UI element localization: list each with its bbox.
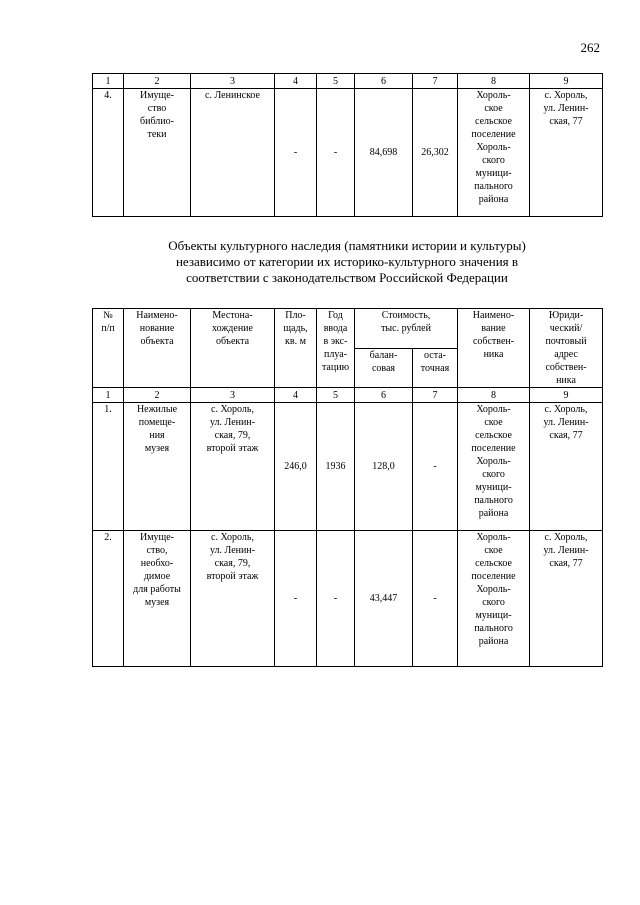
balance-cost: 128,0 (355, 403, 413, 531)
object-year: - (317, 531, 355, 667)
object-area: 246,0 (275, 403, 317, 531)
header-row (93, 309, 603, 349)
heading-line: соответствии с законодательством Российской Федерации (186, 270, 508, 285)
header-address: Юриди- ческий/ почтовый адрес собствен- ника (530, 309, 603, 388)
residual-cost: 26,302 (413, 89, 458, 217)
column-number: 3 (191, 74, 275, 89)
column-number: 2 (124, 388, 191, 403)
column-number: 3 (191, 388, 275, 403)
header-residual: оста- точная (413, 348, 458, 388)
object-name: Имуще- ство, необхо- димое для работы музея (124, 531, 191, 667)
header-year: Год ввода в экс- плуа- тацию (317, 309, 355, 388)
column-number: 7 (413, 74, 458, 89)
object-year: - (317, 89, 355, 217)
object-location: с. Хороль, ул. Ленин- ская, 79, второй этаж (191, 403, 275, 531)
column-number: 5 (317, 388, 355, 403)
owner-address: с. Хороль, ул. Ленин- ская, 77 (530, 89, 603, 217)
object-area: - (275, 531, 317, 667)
column-number: 6 (355, 74, 413, 89)
balance-cost: 84,698 (355, 89, 413, 217)
column-number: 8 (458, 74, 530, 89)
column-number: 7 (413, 388, 458, 403)
header-name: Наимено- нование объекта (124, 309, 191, 388)
cultural-heritage-table (92, 308, 603, 667)
header-cost: Стоимость, тыс. рублей (355, 309, 458, 349)
column-number: 1 (93, 388, 124, 403)
column-number: 8 (458, 388, 530, 403)
balance-cost: 43,447 (355, 531, 413, 667)
column-number: 9 (530, 74, 603, 89)
column-number: 6 (355, 388, 413, 403)
property-table-continued (92, 73, 603, 217)
table-row (93, 89, 603, 217)
object-location: с. Ленинское (191, 89, 275, 217)
header-num: № п/п (93, 309, 124, 388)
column-number-row (93, 74, 603, 89)
residual-cost: - (413, 403, 458, 531)
header-owner: Наимено- вание собствен- ника (458, 309, 530, 388)
header-area: Пло- щадь, кв. м (275, 309, 317, 388)
row-number: 4. (93, 89, 124, 217)
column-number: 5 (317, 74, 355, 89)
header-location: Местона- хождение объекта (191, 309, 275, 388)
owner-name: Хороль- ское сельское поселение Хороль- ского муници- пального района (458, 531, 530, 667)
column-number: 1 (93, 74, 124, 89)
object-name: Нежилые помеще- ния музея (124, 403, 191, 531)
column-number: 9 (530, 388, 603, 403)
owner-name: Хороль- ское сельское поселение Хороль- ского муници- пального района (458, 89, 530, 217)
object-name: Имуще- ство библио- теки (124, 89, 191, 217)
row-number: 2. (93, 531, 124, 667)
column-number: 4 (275, 388, 317, 403)
section-heading (92, 238, 602, 286)
heading-line: Объекты культурного наследия (памятники истории и культуры) (168, 238, 526, 253)
residual-cost: - (413, 531, 458, 667)
page-number: 262 (580, 40, 600, 55)
owner-address: с. Хороль, ул. Ленин- ская, 77 (530, 403, 603, 531)
column-number-row (93, 388, 603, 403)
heading-line: независимо от категории их историко-культурного значения в (175, 254, 519, 269)
object-year: 1936 (317, 403, 355, 531)
table-row (93, 403, 603, 531)
object-location: с. Хороль, ул. Ленин- ская, 79, второй этаж (191, 531, 275, 667)
row-number: 1. (93, 403, 124, 531)
header-balance: балан- совая (355, 348, 413, 388)
object-area: - (275, 89, 317, 217)
owner-address: с. Хороль, ул. Ленин- ская, 77 (530, 531, 603, 667)
owner-name: Хороль- ское сельское поселение Хороль- ского муници- пального района (458, 403, 530, 531)
column-number: 4 (275, 74, 317, 89)
table-row (93, 531, 603, 667)
column-number: 2 (124, 74, 191, 89)
